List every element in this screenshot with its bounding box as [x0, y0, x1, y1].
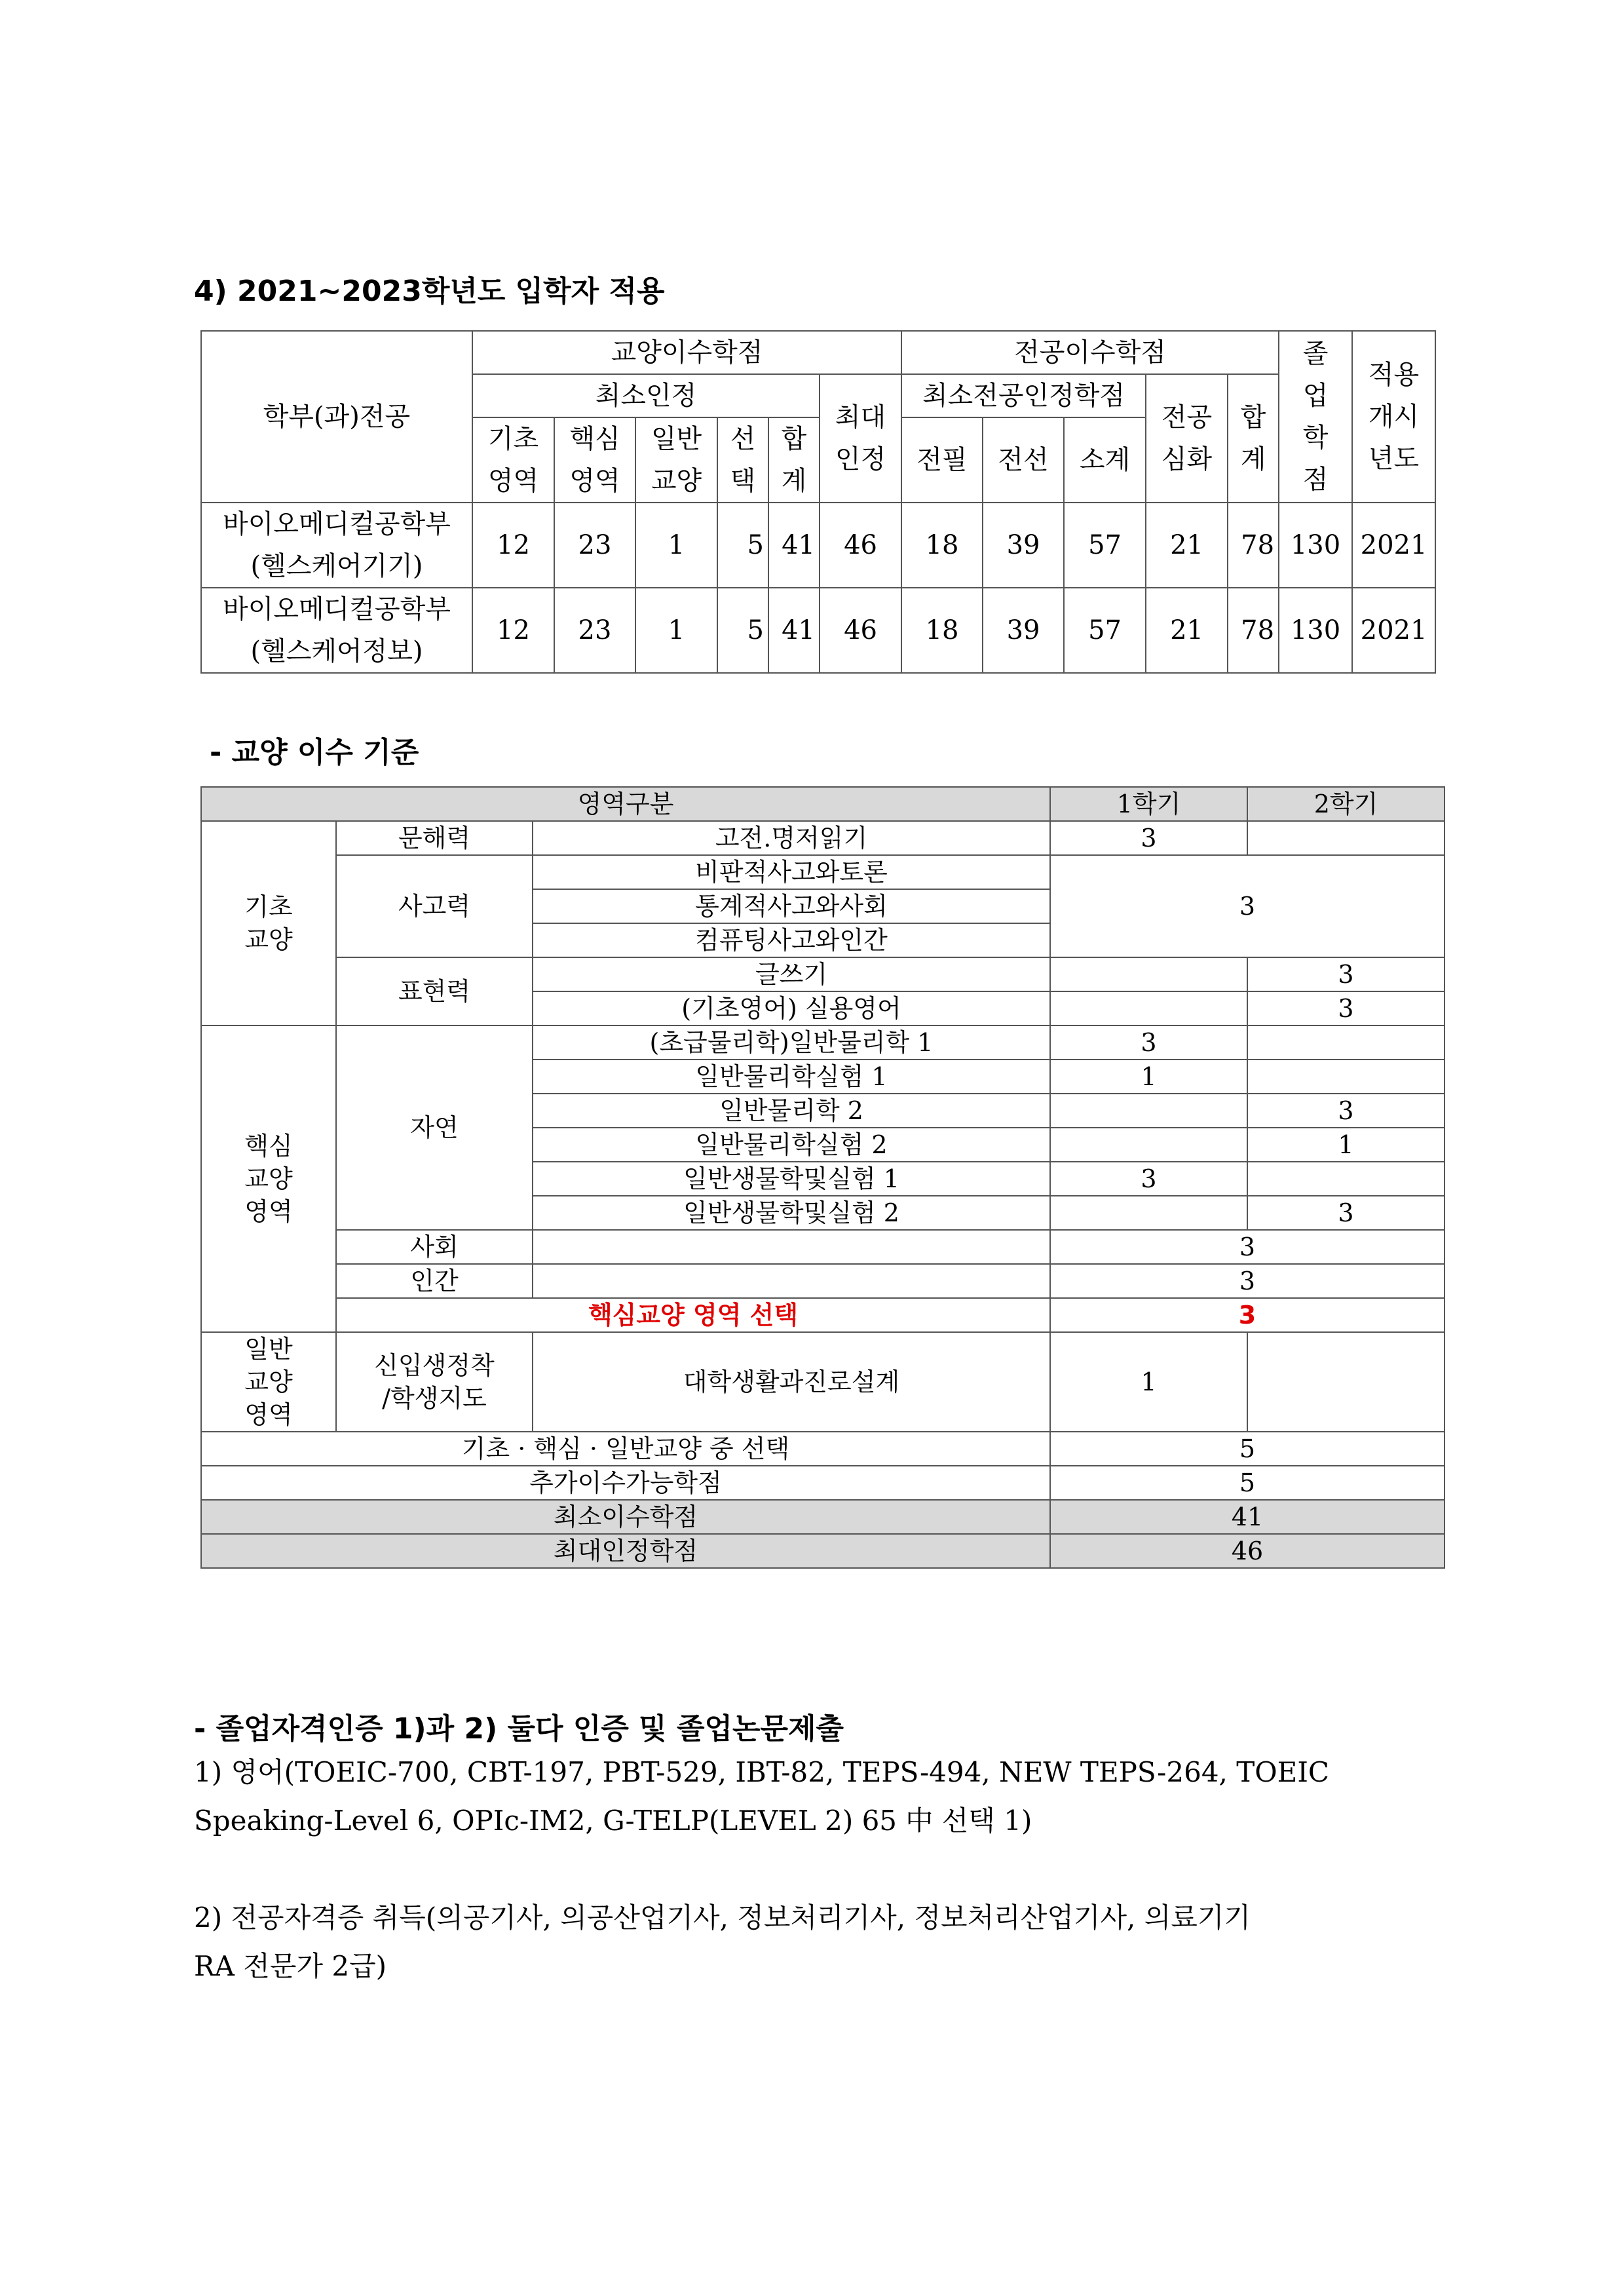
requirement-1 — [194, 1748, 1329, 1845]
sem2-credit: 3 — [1247, 957, 1445, 991]
value-cell: 23 — [554, 588, 635, 673]
header-core-area: 핵심 영역 — [554, 417, 635, 503]
requirement-2-line1: 2) 전공자격증 취득(의공기사, 의공산업기사, 정보처리기사, 정보처리산업기사, 의료기기 — [194, 1902, 1251, 1934]
thinking-credit: 3 — [1050, 855, 1445, 957]
requirement-2-line2: RA 전문가 2급) — [194, 1950, 387, 1982]
basic-label: 기초 교양 — [201, 821, 336, 1025]
sem2-credit — [1247, 1332, 1445, 1432]
course-name — [533, 1264, 1050, 1298]
value-cell: 18 — [901, 503, 983, 588]
summary-value: 5 — [1050, 1466, 1445, 1500]
requirement-1-line1: 1) 영어(TOEIC-700, CBT-197, PBT-529, IBT-82, TEPS-494, NEW TEPS-264, TOEIC — [194, 1756, 1330, 1788]
course-name: 일반물리학실험 2 — [533, 1128, 1050, 1162]
society-label: 사회 — [336, 1230, 533, 1264]
summary-value: 5 — [1050, 1432, 1445, 1466]
course-name: (기초영어) 실용영어 — [533, 991, 1050, 1025]
summary-label: 최소이수학점 — [201, 1500, 1050, 1534]
header-major-required: 전필 — [901, 417, 983, 503]
course-name: 일반생물학및실험 2 — [533, 1196, 1050, 1230]
value-cell: 57 — [1064, 503, 1146, 588]
value-cell: 39 — [983, 503, 1064, 588]
sem1-credit: 3 — [1050, 1025, 1247, 1060]
header-major-sum: 합 계 — [1228, 374, 1279, 503]
value-cell: 130 — [1279, 503, 1352, 588]
nature-label: 자연 — [336, 1025, 533, 1230]
header-major-total: 전공이수학점 — [901, 331, 1279, 374]
course-name: 일반생물학및실험 1 — [533, 1162, 1050, 1196]
credit-requirements-table — [200, 330, 1436, 674]
section2-heading: - 교양 이수 기준 — [210, 736, 419, 769]
sem2-credit — [1247, 1162, 1445, 1196]
value-cell: 5 — [717, 588, 768, 673]
core-select-credit: 3 — [1050, 1298, 1445, 1332]
sem1-credit — [1050, 991, 1247, 1025]
course-name: 통계적사고와사회 — [533, 889, 1050, 923]
header-min-recognized: 최소인정 — [472, 374, 820, 417]
general-sub-label: 신입생정착 /학생지도 — [336, 1332, 533, 1432]
liberal-arts-table — [200, 786, 1445, 1569]
value-cell: 2021 — [1352, 503, 1435, 588]
summary-label: 기초 · 핵심 · 일반교양 중 선택 — [201, 1432, 1050, 1466]
table-row — [201, 503, 1435, 588]
value-cell: 78 — [1228, 503, 1279, 588]
human-label: 인간 — [336, 1264, 533, 1298]
course-name: 일반물리학 2 — [533, 1094, 1050, 1128]
sem1-credit: 3 — [1050, 821, 1247, 855]
course-name: 비판적사고와토론 — [533, 855, 1050, 889]
dept-cell: 바이오메디컬공학부 (헬스케어정보) — [201, 588, 472, 673]
sem2-credit: 3 — [1247, 1196, 1445, 1230]
summary-label: 추가이수가능학점 — [201, 1466, 1050, 1500]
course-name: 컴퓨팅사고와인간 — [533, 923, 1050, 957]
sem1-credit — [1050, 1196, 1247, 1230]
header-sem2: 2학기 — [1247, 787, 1445, 821]
sem1-credit — [1050, 1094, 1247, 1128]
sem2-credit: 3 — [1247, 991, 1445, 1025]
summary-value: 41 — [1050, 1500, 1445, 1534]
core-label: 핵심 교양 영역 — [201, 1025, 336, 1332]
sem1-credit: 1 — [1050, 1060, 1247, 1094]
value-cell: 130 — [1279, 588, 1352, 673]
value-cell: 41 — [768, 503, 820, 588]
literacy-label: 문해력 — [336, 821, 533, 855]
course-name: 일반물리학실험 1 — [533, 1060, 1050, 1094]
header-start-year: 적용 개시 년도 — [1352, 331, 1435, 503]
course-name — [533, 1230, 1050, 1264]
sem1-credit — [1050, 1128, 1247, 1162]
sem2-credit — [1247, 1025, 1445, 1060]
header-subtotal: 합 계 — [768, 417, 820, 503]
thinking-label: 사고력 — [336, 855, 533, 957]
section3-heading: - 졸업자격인증 1)과 2) 둘다 인증 및 졸업논문제출 — [194, 1712, 844, 1746]
sem1-credit — [1050, 957, 1247, 991]
requirement-2 — [194, 1894, 1251, 1991]
header-max-recognized: 최대 인정 — [820, 374, 901, 503]
value-cell: 23 — [554, 503, 635, 588]
summary-value: 46 — [1050, 1534, 1445, 1568]
course-name: 글쓰기 — [533, 957, 1050, 991]
society-credit: 3 — [1050, 1230, 1445, 1264]
general-label: 일반 교양 영역 — [201, 1332, 336, 1432]
dept-cell: 바이오메디컬공학부 (헬스케어기기) — [201, 503, 472, 588]
sem2-credit — [1247, 1060, 1445, 1094]
header-major-elective: 전선 — [983, 417, 1064, 503]
value-cell: 57 — [1064, 588, 1146, 673]
value-cell: 78 — [1228, 588, 1279, 673]
value-cell: 41 — [768, 588, 820, 673]
human-credit: 3 — [1050, 1264, 1445, 1298]
sem2-credit: 3 — [1247, 1094, 1445, 1128]
value-cell: 12 — [472, 503, 554, 588]
core-select-label: 핵심교양 영역 선택 — [336, 1298, 1050, 1332]
requirement-1-line2: Speaking-Level 6, OPIc-IM2, G-TELP(LEVEL 2) 65 中 선택 1) — [194, 1805, 1032, 1837]
header-area: 영역구분 — [201, 787, 1050, 821]
course-name: (초급물리학)일반물리학 1 — [533, 1025, 1050, 1060]
value-cell: 21 — [1146, 503, 1228, 588]
sem2-credit: 1 — [1247, 1128, 1445, 1162]
value-cell: 5 — [717, 503, 768, 588]
value-cell: 46 — [820, 588, 901, 673]
header-basic-area: 기초 영역 — [472, 417, 554, 503]
sem1-credit: 1 — [1050, 1332, 1247, 1432]
value-cell: 12 — [472, 588, 554, 673]
header-liberal-total: 교양이수학점 — [472, 331, 901, 374]
table-row — [201, 588, 1435, 673]
value-cell: 18 — [901, 588, 983, 673]
header-min-major: 최소전공인정학점 — [901, 374, 1146, 417]
sem1-credit: 3 — [1050, 1162, 1247, 1196]
value-cell: 2021 — [1352, 588, 1435, 673]
header-elective: 선 택 — [717, 417, 768, 503]
value-cell: 46 — [820, 503, 901, 588]
header-graduation-credits: 졸 업 학 점 — [1279, 331, 1352, 503]
header-general-area: 일반 교양 — [635, 417, 717, 503]
value-cell: 21 — [1146, 588, 1228, 673]
course-name: 대학생활과진로설계 — [533, 1332, 1050, 1432]
header-major-advanced: 전공 심화 — [1146, 374, 1228, 503]
section1-heading: 4) 2021~2023학년도 입학자 적용 — [194, 275, 665, 308]
value-cell: 39 — [983, 588, 1064, 673]
sem2-credit — [1247, 821, 1445, 855]
course-name: 고전.명저읽기 — [533, 821, 1050, 855]
header-sem1: 1학기 — [1050, 787, 1247, 821]
value-cell: 1 — [635, 588, 717, 673]
header-dept: 학부(과)전공 — [201, 331, 472, 503]
summary-label: 최대인정학점 — [201, 1534, 1050, 1568]
header-major-subtotal: 소계 — [1064, 417, 1146, 503]
expression-label: 표현력 — [336, 957, 533, 1025]
value-cell: 1 — [635, 503, 717, 588]
